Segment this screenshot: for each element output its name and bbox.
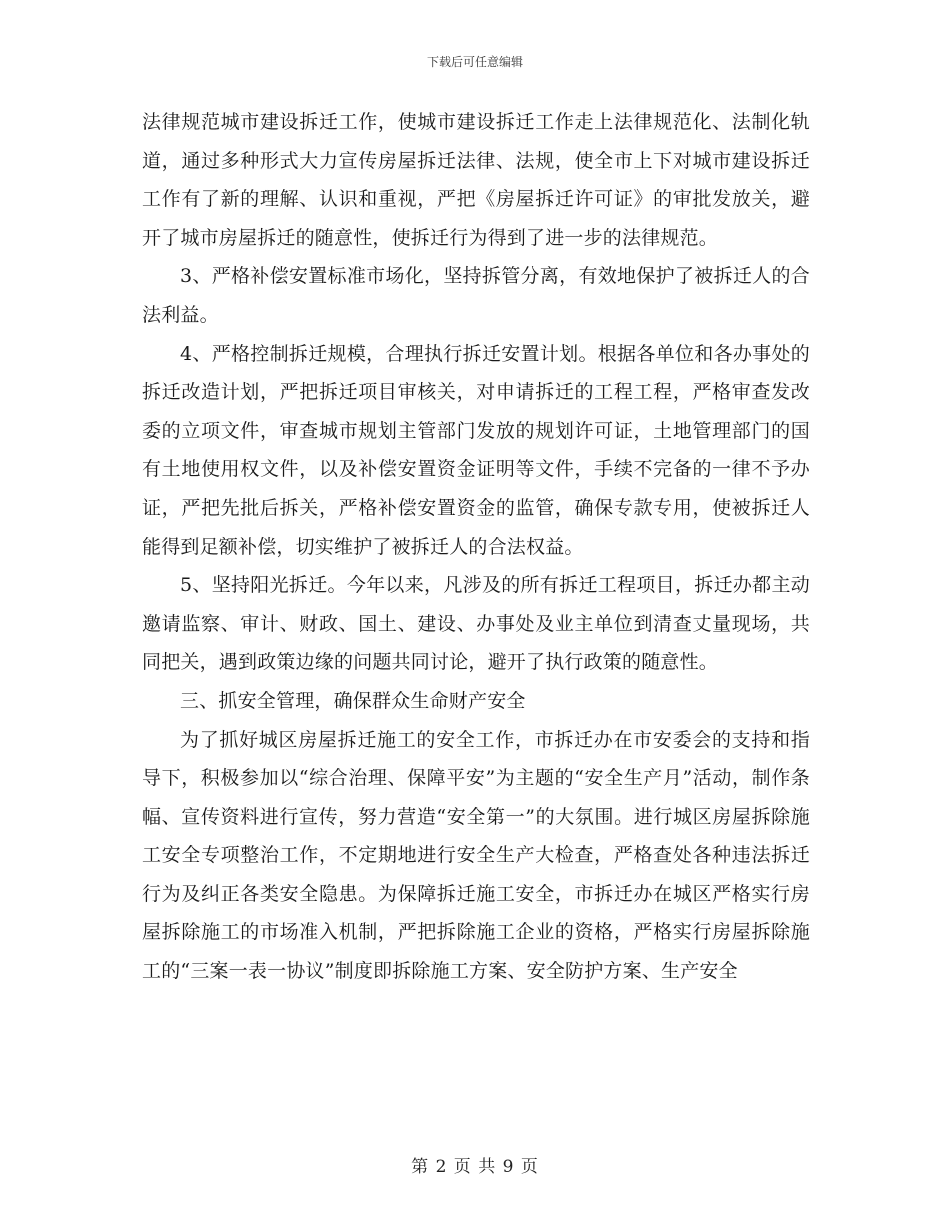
paragraph-2: 3、严格补偿安置标准市场化，坚持拆管分离，有效地保护了被拆迁人的合法利益。 — [142, 265, 810, 326]
document-body — [142, 103, 810, 991]
paragraph-4: 5、坚持阳光拆迁。今年以来，凡涉及的所有拆迁工程项目，拆迁办都主动邀请监察、审计、财政、国土、建设、办事处及业主单位到清查丈量现场，共同把关，遇到政策边缘的问题共同讨论，避开了执行政策的随意性。 — [142, 574, 810, 674]
page-header: 下载后可任意编辑 — [426, 55, 523, 69]
paragraph-5: 为了抓好城区房屋拆迁施工的安全工作，市拆迁办在市安委会的支持和指导下，积极参加以“综合治理、保障平安”为主题的“安全生产月”活动，制作条幅、宣传资料进行宣传，努力营造“安全第一”的大氛围。进行城区房屋拆除施工安全专项整治工作，不定期地进行安全生产大检查，严格查处各种违法拆迁行为及纠正各类安全隐患。为保障拆迁施工安全，市拆迁办在城区严格实行房屋拆除施工的市场准入机制，严把拆除施工企业的资格，严格实行房屋拆除施工的“三案一表一协议”制度即拆除施工方案、安全防护方案、生产安全 — [142, 728, 810, 983]
paragraph-3: 4、严格控制拆迁规模，合理执行拆迁安置计划。根据各单位和各办事处的拆迁改造计划，严把拆迁项目审核关，对申请拆迁的工程工程，严格审查发改委的立项文件，审查城市规划主管部门发放的规划许可证，土地管理部门的国有土地使用权文件，以及补偿安置资金证明等文件，手续不完备的一律不予办证，严把先批后拆关，严格补偿安置资金的监管，确保专款专用，使被拆迁人能得到足额补偿，切实维护了被拆迁人的合法权益。 — [142, 342, 810, 558]
paragraph-1: 法律规范城市建设拆迁工作，使城市建设拆迁工作走上法律规范化、法制化轨道，通过多种形式大力宣传房屋拆迁法律、法规，使全市上下对城市建设拆迁工作有了新的理解、认识和重视，严把《房屋拆迁许可证》的审批发放关，避开了城市房屋拆迁的随意性，使拆迁行为得到了进一步的法律规范。 — [142, 111, 810, 249]
section-heading: 三、抓安全管理，确保群众生命财产安全 — [180, 689, 526, 712]
page-number: 第 2 页 共 9 页 — [411, 1157, 539, 1177]
